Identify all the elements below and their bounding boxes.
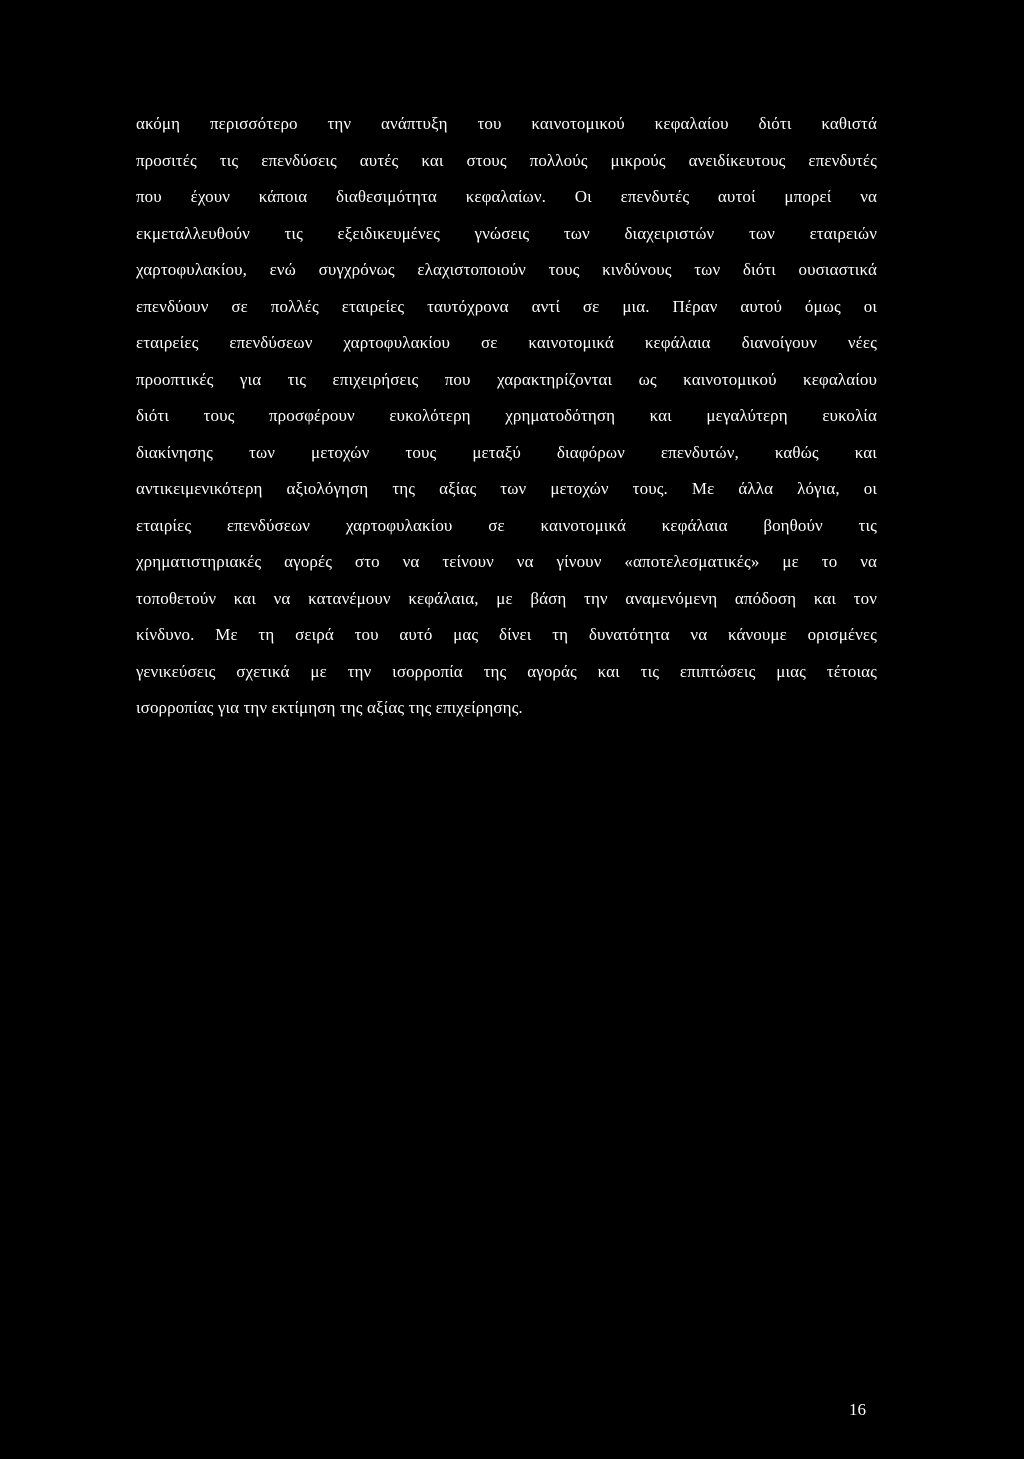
text-line: ακόμη περισσότερο την ανάπτυξη του καινοτομικού κεφαλαίου διότι καθιστά bbox=[136, 114, 877, 133]
text-line: χαρτοφυλακίου, ενώ συγχρόνως ελαχιστοποιούν τους κινδύνους των διότι ουσιαστικά bbox=[136, 260, 877, 279]
text-line: γενικεύσεις σχετικά με την ισορροπία της αγοράς και τις επιπτώσεις μιας τέτοιας bbox=[136, 661, 877, 681]
text-line: ισορροπίας για την εκτίμηση της αξίας της επιχείρησης. bbox=[136, 698, 523, 717]
text-line: εταιρείες επενδύσεων χαρτοφυλακίου σε καινοτομικά κεφάλαια διανοίγουν νέες bbox=[136, 333, 877, 352]
text-line: εταιρίες επενδύσεων χαρτοφυλακίου σε καινοτομικά κεφάλαια βοηθούν τις bbox=[136, 515, 877, 535]
text-line: προοπτικές για τις επιχειρήσεις που χαρακτηρίζονται ως καινοτομικού κεφαλαίου bbox=[136, 369, 877, 389]
text-line: διακίνησης των μετοχών τους μεταξύ διαφόρων επενδυτών, καθώς και bbox=[136, 442, 877, 462]
text-line: αντικειμενικότερη αξιολόγηση της αξίας των μετοχών τους. Με άλλα λόγια, οι bbox=[136, 479, 877, 498]
text-line: εκμεταλλευθούν τις εξειδικευμένες γνώσεις των διαχειριστών των εταιρειών bbox=[136, 223, 877, 243]
text-line: επενδύουν σε πολλές εταιρείες ταυτόχρονα αντί σε μια. Πέραν αυτού όμως οι bbox=[136, 296, 877, 316]
text-line: διότι τους προσφέρουν ευκολότερη χρηματοδότηση και μεγαλύτερη ευκολία bbox=[136, 406, 877, 425]
text-line: κίνδυνο. Με τη σειρά του αυτό μας δίνει τη δυνατότητα να κάνουμε ορισμένες bbox=[136, 625, 877, 644]
text-line: προσιτές τις επενδύσεις αυτές και στους πολλούς μικρούς ανειδίκευτους επενδυτές bbox=[136, 150, 877, 170]
text-line: χρηματιστηριακές αγορές στο να τείνουν να γίνουν «αποτελεσματικές» με το να bbox=[136, 552, 877, 571]
page-number: 16 bbox=[849, 1400, 866, 1419]
body-paragraph bbox=[136, 106, 877, 727]
text-line: που έχουν κάποια διαθεσιμότητα κεφαλαίων. Οι επενδυτές αυτοί μπορεί να bbox=[136, 187, 877, 206]
text-line: τοποθετούν και να κατανέμουν κεφάλαια, με βάση την αναμενόμενη απόδοση και τον bbox=[136, 588, 877, 608]
